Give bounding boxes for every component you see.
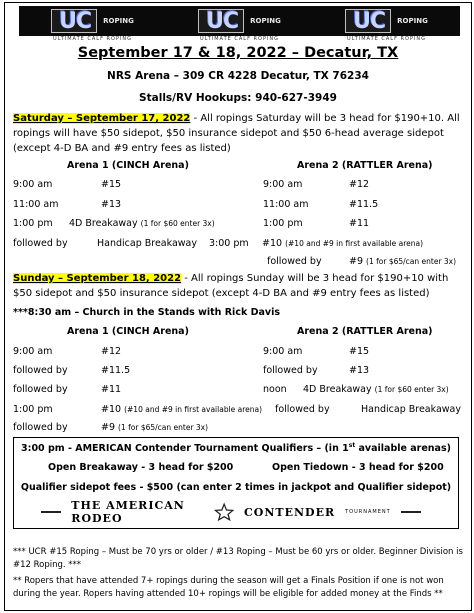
sun-time: followed by: [13, 422, 68, 433]
sun-time: followed by: [13, 365, 68, 376]
uc-logo: UC: [345, 9, 391, 33]
sat-event: Handicap Breakaway: [97, 238, 198, 249]
banner-tagline: ULTIMATE CALF ROPING: [346, 36, 427, 42]
sun-event: #13: [349, 365, 370, 376]
sun-time: followed by: [13, 384, 68, 395]
logo-left-text: THE AMERICAN RODEO: [71, 499, 185, 525]
sat-event: #10 (#10 and #9 in first available arena): [262, 238, 424, 249]
stalls-info: Stalls/RV Hookups: 940-627-3949: [139, 92, 337, 104]
qualifier-sidepot: Qualifier sidepot fees - $500 (can enter 2 times in jackpot and Qualifier sidepot): [20, 482, 452, 493]
uc-logo: UC: [198, 9, 244, 33]
sun-time: 9:00 am: [13, 346, 53, 357]
sat-event: 4D Breakaway (1 for $60 enter 3x): [69, 218, 215, 229]
sun-event: #10 (#10 and #9 in first available arena): [101, 404, 263, 415]
sat-time: 11:00 am: [263, 199, 309, 210]
banner-logo-3: [345, 9, 428, 33]
uc-logo: UC: [51, 9, 97, 33]
banner-logo-2: [198, 9, 281, 33]
flyer-page: [4, 2, 472, 611]
sun-event: 4D Breakaway (1 for $60 enter 3x): [303, 384, 449, 395]
sun-event: #11: [101, 384, 122, 395]
sat-event: #13: [101, 199, 122, 210]
saturday-arena1-heading: Arena 1 (CINCH Arena): [67, 160, 189, 171]
sat-time: 9:00 am: [263, 179, 303, 190]
open-breakaway: Open Breakaway - 3 head for $200: [48, 462, 234, 473]
event-title: September 17 & 18, 2022 – Decatur, TX: [77, 45, 399, 61]
sunday-arena2-heading: Arena 2 (RATTLER Arena): [297, 326, 433, 337]
sun-event: #11.5: [101, 365, 131, 376]
sun-time: 9:00 am: [263, 346, 303, 357]
sun-event: #15: [349, 346, 370, 357]
logo-small-text: TOURNAMENT: [345, 509, 391, 515]
banner-tagline: ULTIMATE CALF ROPING: [199, 36, 280, 42]
venue-address: NRS Arena – 309 CR 4228 Decatur, TX 76234: [107, 70, 369, 82]
sat-time: followed by: [13, 238, 68, 249]
sun-event: #9 (1 for $65/can enter 3x): [101, 422, 209, 433]
sunday-label: Sunday – September 18, 2022: [13, 273, 182, 284]
roping-mark: ROPING: [250, 17, 281, 25]
banner-logo-1: [51, 9, 134, 33]
sat-event: #11: [349, 218, 370, 229]
sun-time: noon: [263, 384, 287, 395]
sat-time: 9:00 am: [13, 179, 53, 190]
sun-time: followed by: [275, 404, 330, 415]
banner-tagline: ULTIMATE CALF ROPING: [52, 36, 133, 42]
saturday-arena2-heading: Arena 2 (RATTLER Arena): [297, 160, 433, 171]
roping-mark: ROPING: [397, 17, 428, 25]
roping-mark: ROPING: [103, 17, 134, 25]
star-icon: [214, 501, 234, 523]
sat-event: #9 (1 for $65/can enter 3x): [349, 256, 457, 267]
sun-event: Handicap Breakaway: [361, 404, 462, 415]
sat-time: followed by: [267, 256, 322, 267]
sun-time: 1:00 pm: [13, 404, 53, 415]
saturday-label: Saturday – September 17, 2022: [13, 113, 191, 124]
sunday-arena1-heading: Arena 1 (CINCH Arena): [67, 326, 189, 337]
saturday-description: Saturday – September 17, 2022 - All ropings Saturday will be 3 head for $190+10. All ropings will have $50 sidepot, $50 insurance sidepot and $50 6-head average sidepot (except 4-D BA and #9 entry fees as listed): [13, 113, 460, 154]
logo-rule: [401, 511, 421, 513]
sun-event: #12: [101, 346, 122, 357]
church-note: ***8:30 am – Church in the Stands with Rick Davis: [13, 307, 280, 318]
logo-rule: [41, 511, 61, 513]
header-banner: [19, 6, 460, 36]
sun-time: followed by: [263, 365, 318, 376]
sat-time: 1:00 pm: [263, 218, 303, 229]
sunday-description: Sunday – September 18, 2022 - All ropings Sunday will be 3 head for $190+10 with $50 sidepot and $50 insurance sidepot (except 4-D BA and #9 entry fees as listed): [13, 273, 449, 299]
logo-right-text: CONTENDER: [244, 505, 336, 519]
sat-time: 11:00 am: [13, 199, 59, 210]
open-tiedown: Open Tiedown - 3 head for $200: [272, 462, 444, 473]
qualifier-heading: 3:00 pm - AMERICAN Contender Tournament Qualifiers – (in 1st available arenas): [21, 442, 451, 455]
sat-event: #11.5: [349, 199, 379, 210]
american-rodeo-contender-logo: [41, 499, 421, 525]
footnote-age-divisions: *** UCR #15 Roping – Must be 70 yrs or older / #13 Roping – Must be 60 yrs or older. Beginner Division is #12 Roping. ***: [13, 547, 463, 570]
sat-time: 3:00 pm: [209, 238, 249, 249]
footnote-finals: ** Ropers that have attended 7+ ropings during the season will get a Finals Position if one is not won during the year. Ropers having attended 10+ ropings will be eligible for added money at the Finds **: [13, 576, 444, 599]
sat-event: #15: [101, 179, 122, 190]
sat-time: 1:00 pm: [13, 218, 53, 229]
sat-event: #12: [349, 179, 370, 190]
banner-tagline-row: [19, 36, 460, 42]
